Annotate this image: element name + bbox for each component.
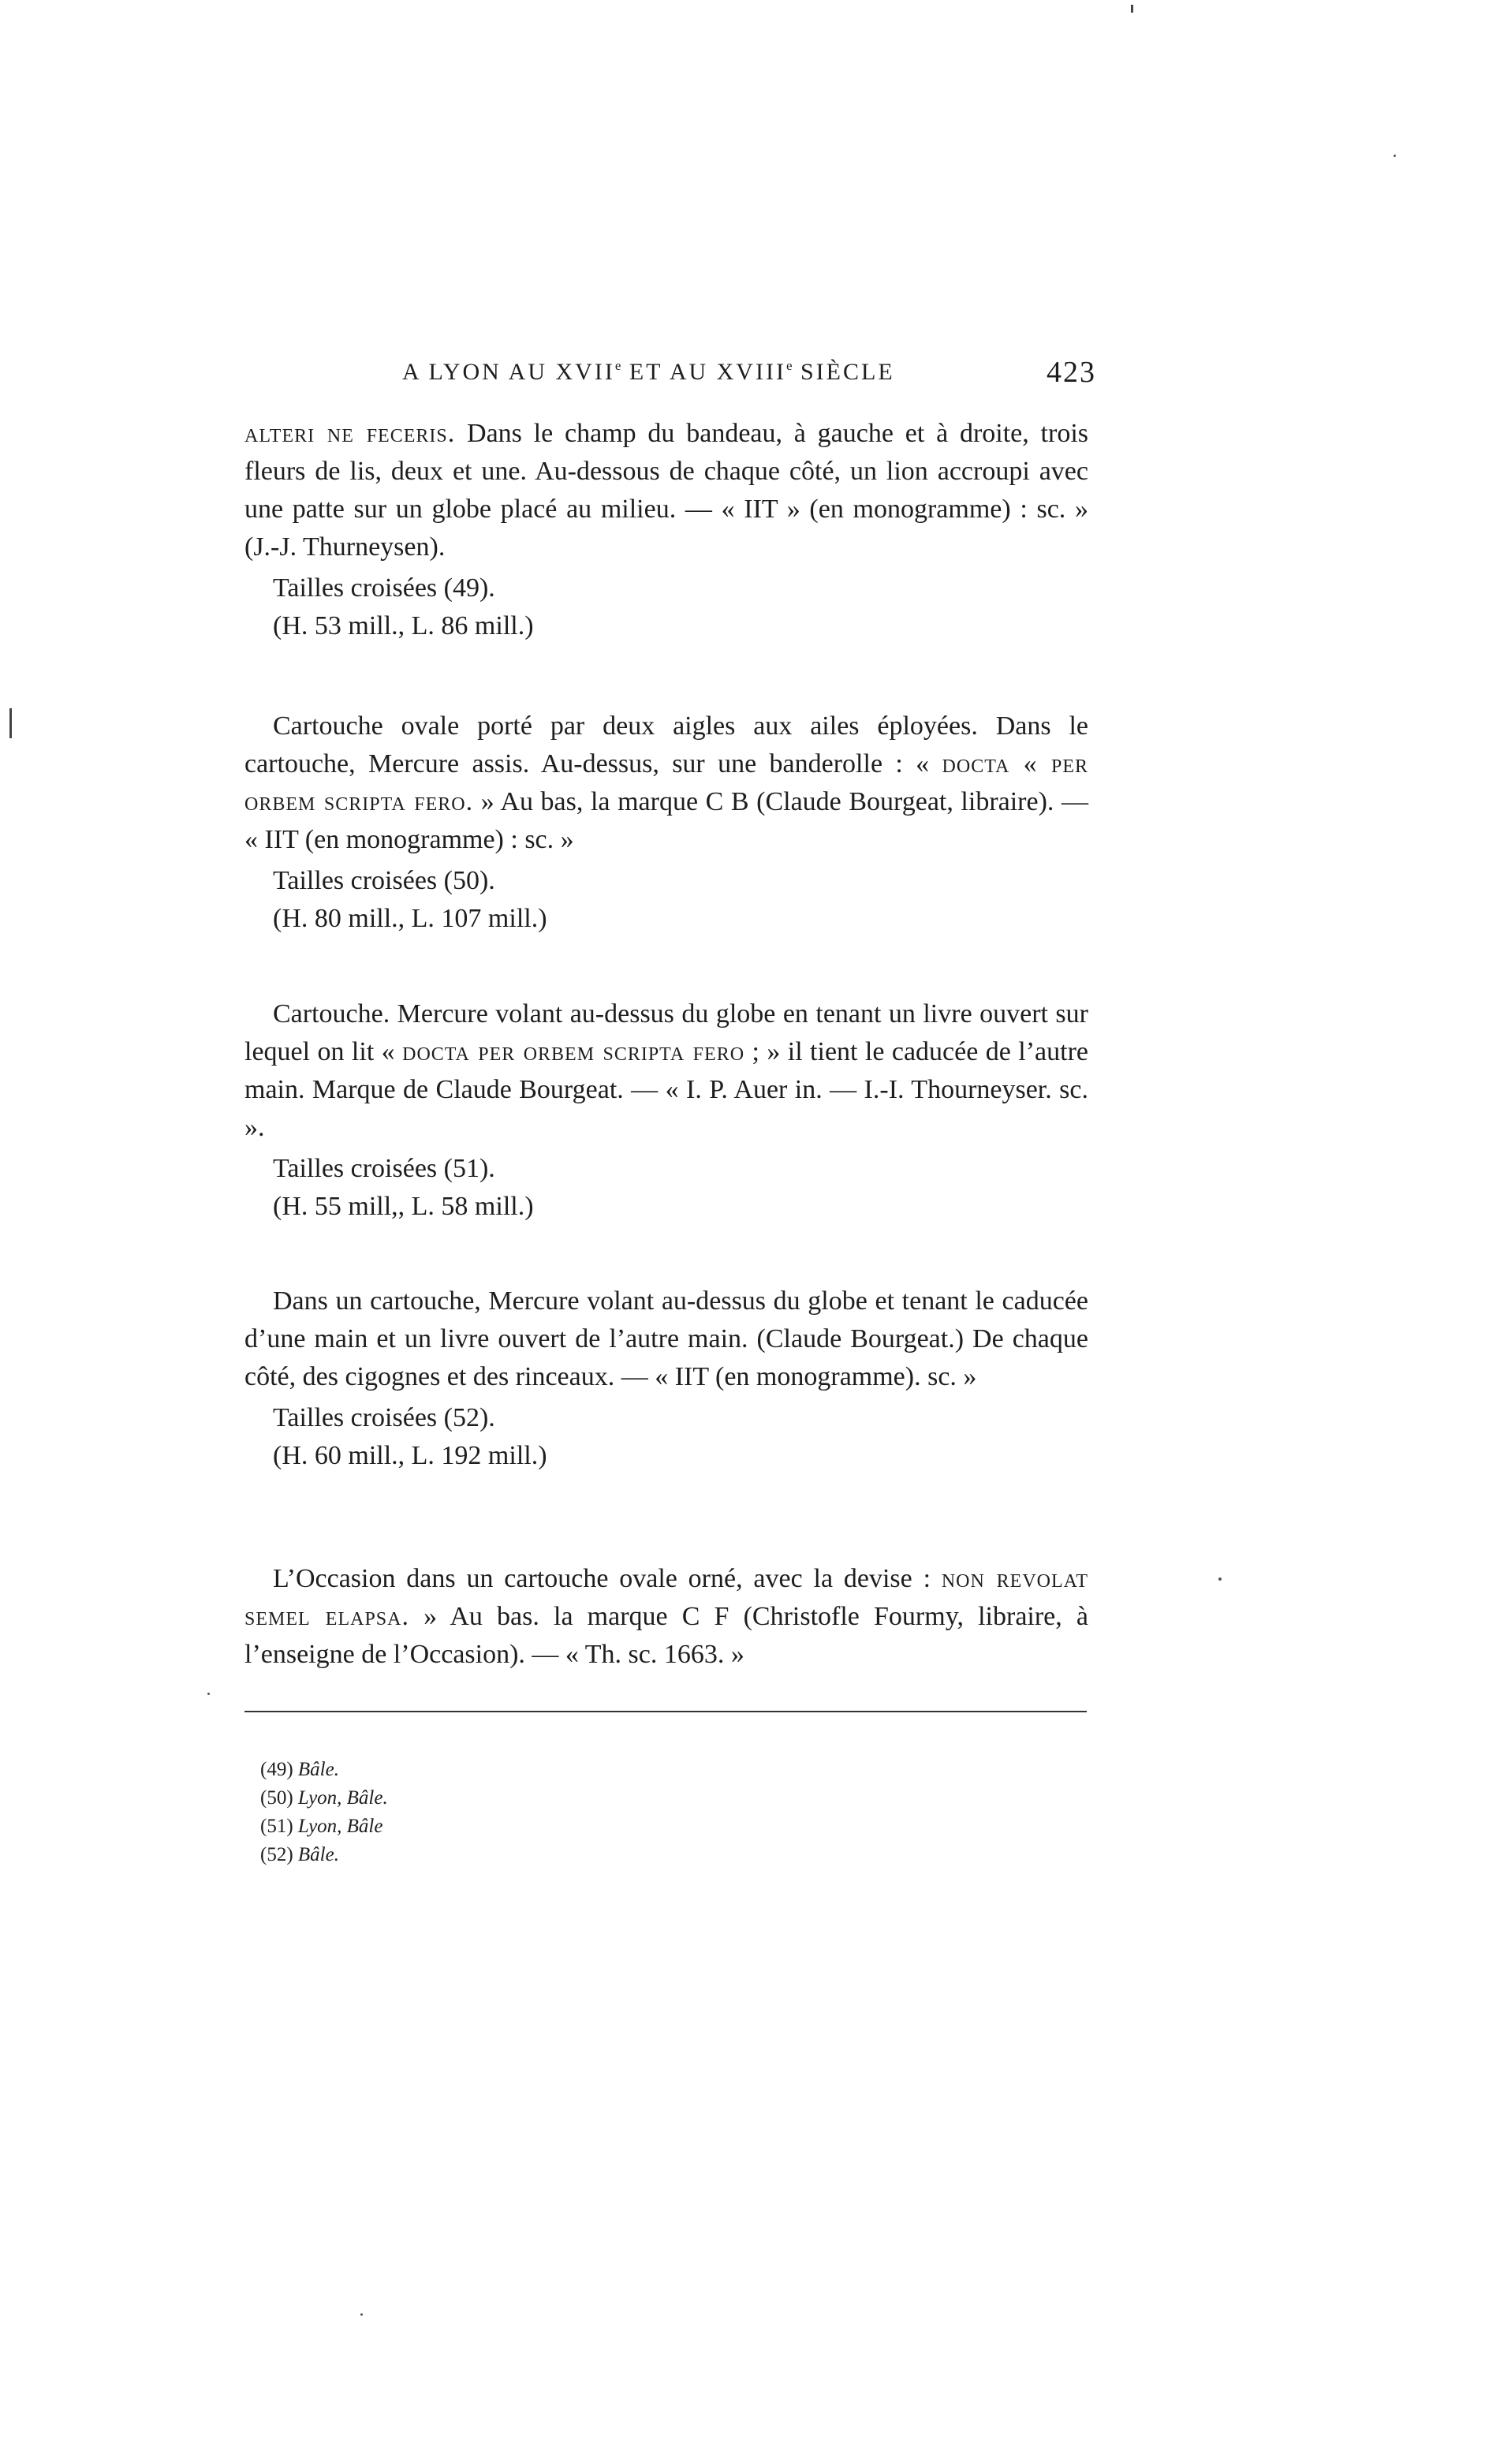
entry-4 — [244, 1282, 1088, 1475]
superscript: e — [614, 358, 621, 373]
footnote — [260, 1756, 388, 1784]
footnote — [260, 1784, 388, 1813]
running-title — [402, 358, 895, 386]
footnote-number: (50) — [260, 1787, 293, 1809]
running-title-part: A LYON AU XVII — [402, 359, 615, 385]
running-title-part: ET AU XVIII — [621, 359, 786, 385]
entry-description — [244, 995, 1088, 1147]
footnote — [260, 1841, 388, 1869]
description-text: Cartouche. Mercure volant au-dessus du globe en tenant un livre ouvert sur lequel on lit « — [244, 999, 1088, 1066]
entry-description — [244, 1560, 1088, 1674]
motto-smallcaps: alteri ne feceris. — [244, 419, 456, 448]
tailles-line: Tailles croisées (52). — [273, 1403, 495, 1432]
description-text: Cartouche ovale porté par deux aigles aux ailes éployées. Dans le cartouche, Mercure assis. Au-dessus, sur une banderolle : « — [244, 711, 1088, 778]
footnotes — [260, 1756, 388, 1869]
superscript: e — [785, 358, 793, 373]
description-text: » Au bas. la marque C F (Christofle Fourmy, libraire, à l’enseigne de l’Occasion). — « Th. sc. 1663. » — [244, 1602, 1088, 1669]
description-text: » Au bas, la marque C B (Claude Bourgeat, libraire). — « IIT (en monogramme) : sc. » — [244, 787, 1088, 854]
entry-2 — [244, 707, 1088, 938]
scan-speck — [1394, 155, 1396, 157]
tailles-line: Tailles croisées (49). — [273, 573, 495, 603]
footnote-number: (52) — [260, 1844, 293, 1865]
footnote-text: Bâle. — [297, 1844, 339, 1865]
scan-speck — [360, 2313, 363, 2316]
dimensions-line: (H. 80 mill., L. 107 mill.) — [273, 904, 547, 933]
description-text: ; » il tient le caducée de l’autre main. Marque de Claude Bourgeat. — « I. P. Auer in. — I.-I. Thourneyser. sc. ». — [244, 1037, 1088, 1142]
tailles-line: Tailles croisées (51). — [273, 1154, 495, 1183]
scan-speck — [207, 1693, 210, 1695]
scan-edge-mark — [9, 708, 12, 738]
description-text: L’Occasion dans un cartouche ovale orné, avec la devise : — [273, 1564, 942, 1593]
running-head — [244, 355, 1096, 402]
footnote-rule — [244, 1711, 1087, 1712]
footnote-text: Bâle. — [297, 1759, 339, 1780]
footnote-text: Lyon, Bâle — [297, 1816, 383, 1837]
description-text: Dans le champ du bandeau, à gauche et à droite, trois fleurs de lis, deux et une. Au-dessous de chaque côté, un lion accroupi avec une patte sur un globe placé au milieu. — « IIT » (en monogramme) : sc. » (J.-J. Thurneysen). — [244, 419, 1089, 562]
page-number: 423 — [1047, 356, 1096, 389]
scan-edge-mark — [1131, 5, 1133, 13]
footnote-number: (51) — [260, 1816, 293, 1837]
tailles-line: Tailles croisées (50). — [273, 866, 495, 895]
footnote-text: Lyon, Bâle. — [297, 1787, 388, 1809]
entry-5 — [244, 1560, 1088, 1674]
entry-description: Dans un cartouche, Mercure volant au-dessus du globe et tenant le caducée d’une main et un livre ouvert de l’autre main. (Claude Bourgeat.) De chaque côté, des cigognes et des rinceaux. — « IIT (en monogramme). sc. » — [244, 1286, 1088, 1391]
dimensions-line: (H. 53 mill., L. 86 mill.) — [273, 611, 534, 640]
dimensions-line: (H. 60 mill., L. 192 mill.) — [273, 1441, 547, 1470]
motto-smallcaps: docta « per orbem scripta fero. — [244, 749, 1089, 816]
dimensions-line: (H. 55 mill,, L. 58 mill.) — [273, 1192, 534, 1221]
footnote-number: (49) — [260, 1759, 293, 1780]
entry-1 — [244, 415, 1088, 645]
footnote — [260, 1813, 388, 1841]
motto-smallcaps: non revolat semel elapsa. — [244, 1564, 1088, 1631]
running-title-part: SIÈCLE — [792, 359, 895, 385]
scan-speck — [1218, 1577, 1222, 1581]
entry-3 — [244, 995, 1088, 1226]
motto-smallcaps: docta per orbem scripta fero — [402, 1037, 745, 1066]
entry-description — [244, 707, 1088, 859]
entry-description — [244, 415, 1088, 566]
